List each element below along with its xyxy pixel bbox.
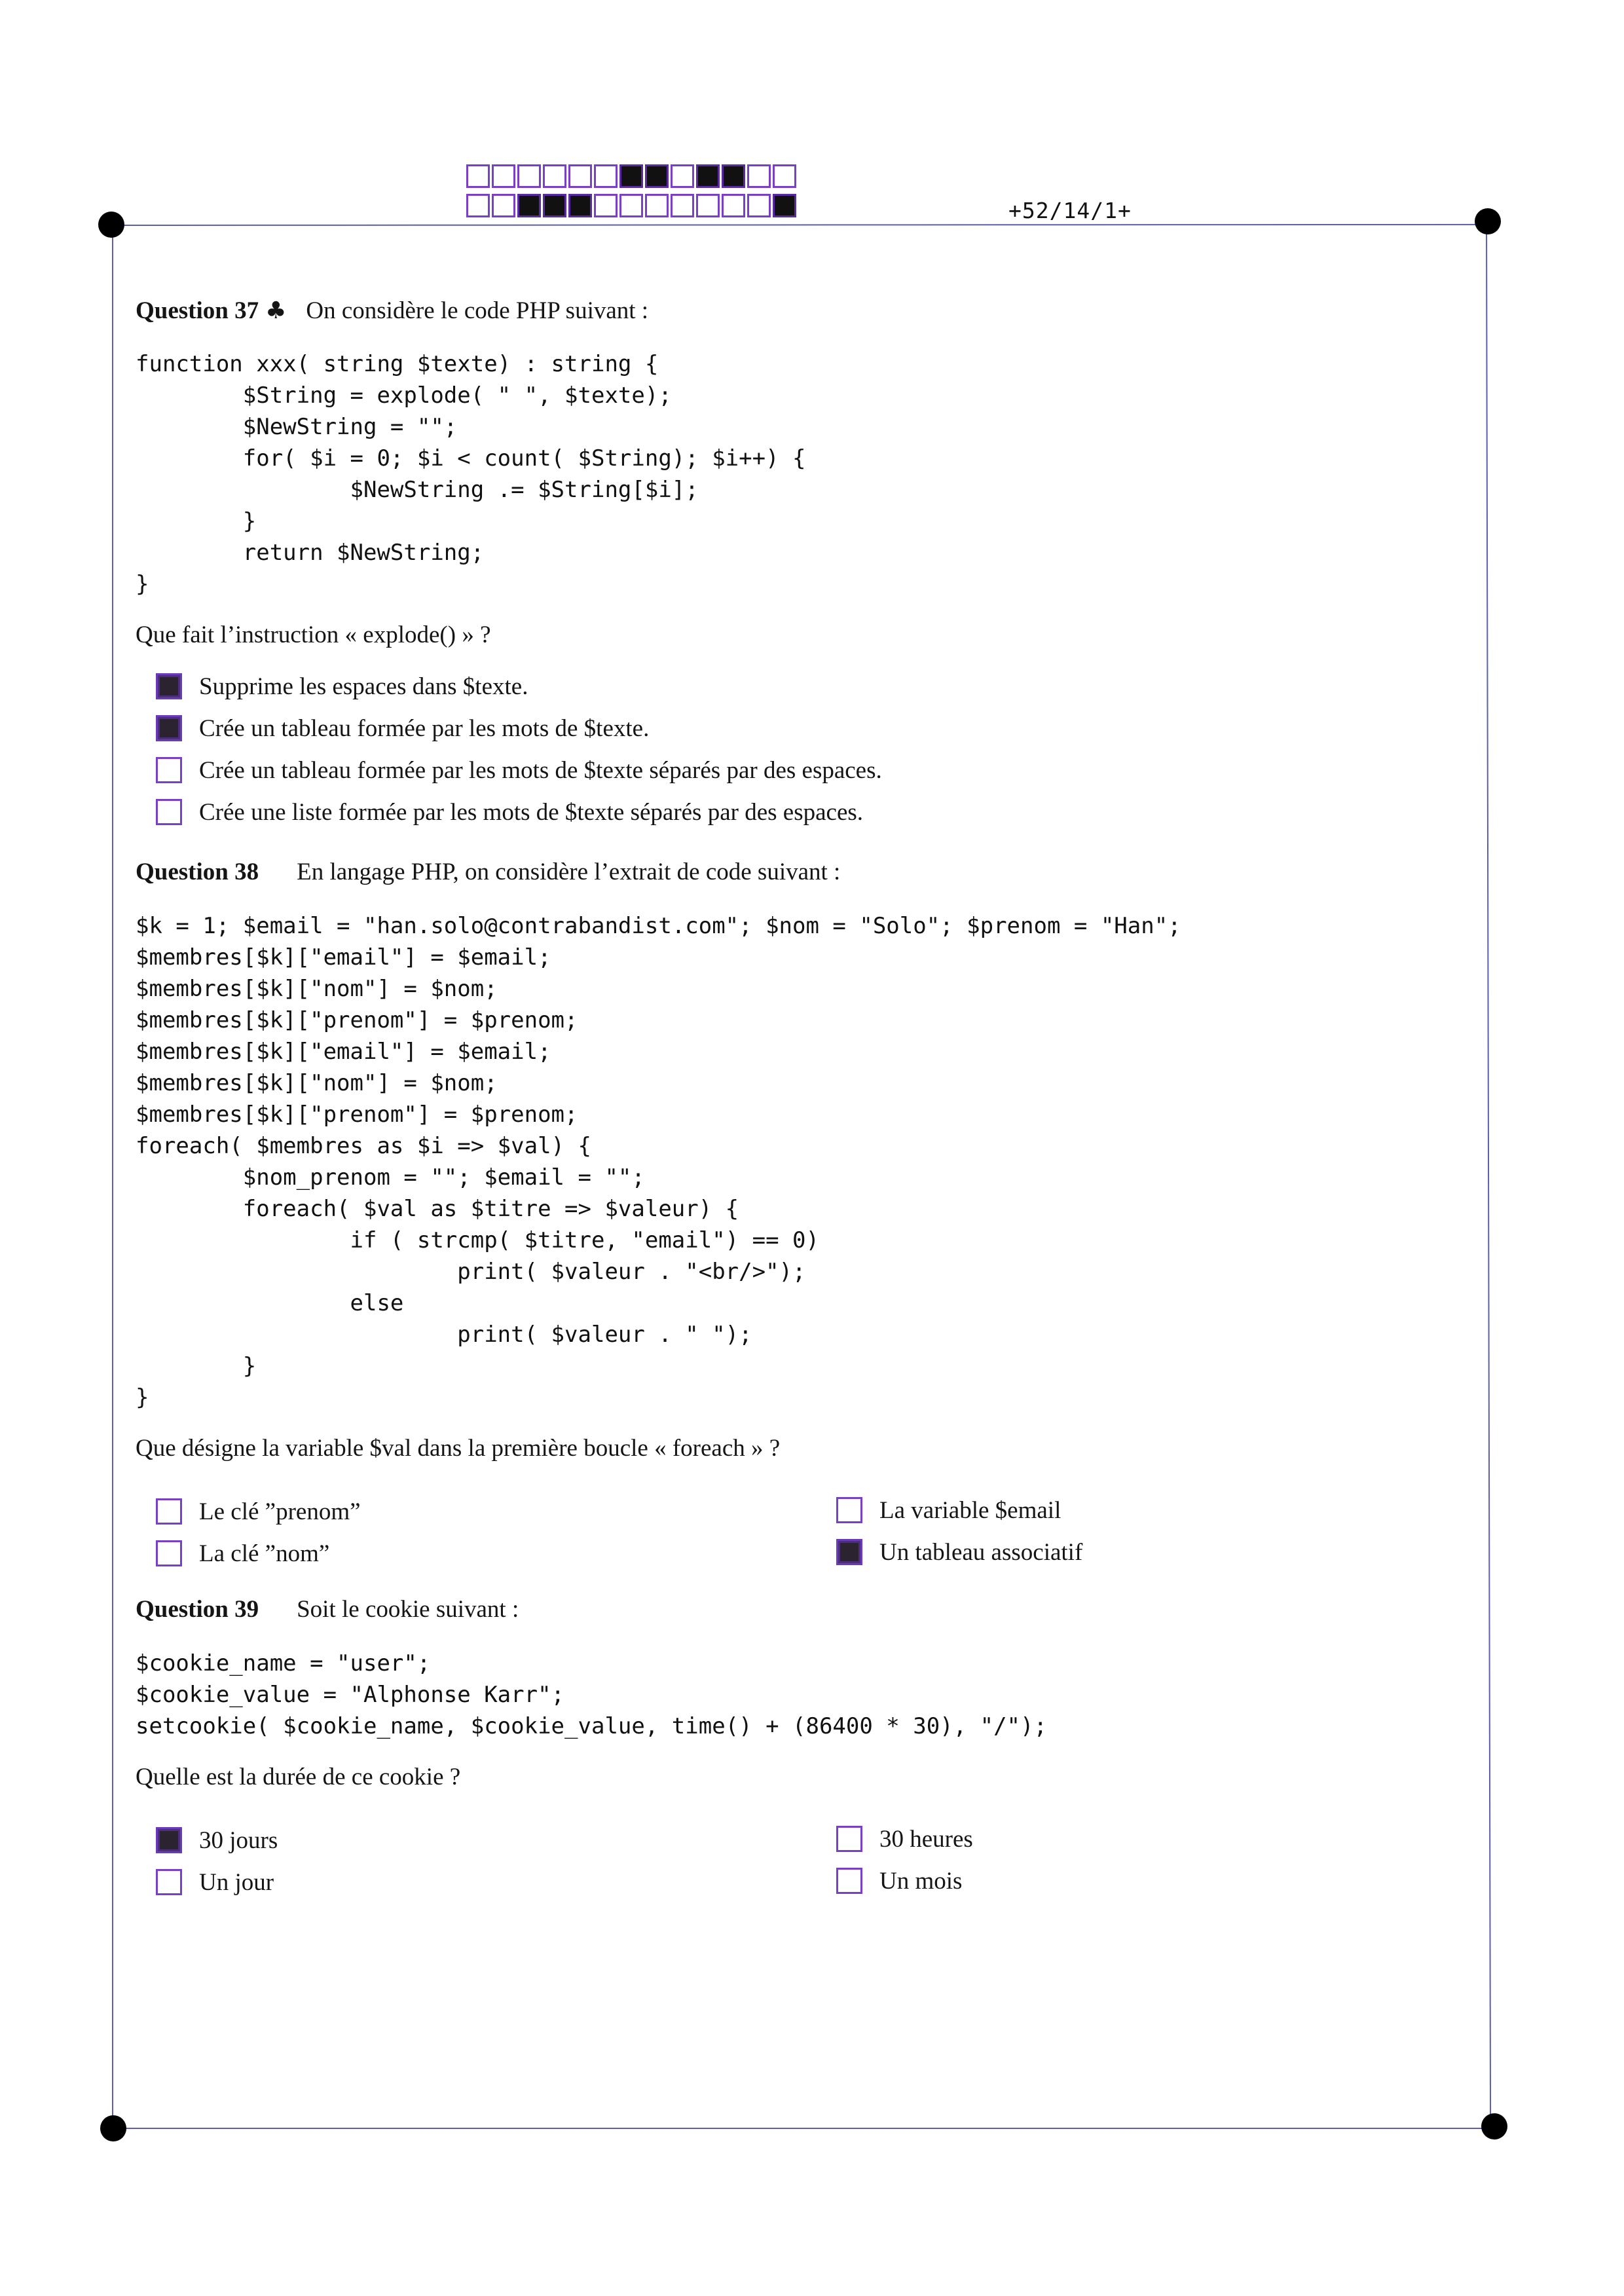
id-code-cell <box>696 164 720 188</box>
question-38-header <box>136 858 840 886</box>
question-39-answer-left-1[interactable] <box>156 1822 278 1859</box>
answer-checkbox[interactable] <box>836 1868 862 1894</box>
answer-checkbox[interactable] <box>156 757 182 783</box>
question-39-code: $cookie_name = "user"; $cookie_value = "Alphonse Karr"; setcookie( $cookie_name, $cookie_value, time() + (86400 * 30), "/"); <box>136 1650 1047 1739</box>
corner-marker-top-right <box>1475 208 1501 234</box>
question-38-answer-right-2[interactable] <box>836 1534 1082 1570</box>
id-code-cell <box>671 164 694 188</box>
answer-label: La variable $email <box>879 1496 1061 1524</box>
answer-option[interactable] <box>156 794 882 830</box>
id-code-cell <box>722 164 745 188</box>
id-code-cell <box>619 194 643 217</box>
question-39-answer-left-2[interactable] <box>156 1864 274 1900</box>
answer-checkbox[interactable] <box>156 799 182 825</box>
corner-marker-bottom-left <box>100 2115 126 2141</box>
answer-checkbox[interactable] <box>156 1498 182 1525</box>
id-code-cell <box>492 164 515 188</box>
club-icon: ♣ <box>265 297 287 324</box>
id-code-cell <box>619 164 643 188</box>
answer-option[interactable] <box>156 710 882 747</box>
id-code-cell <box>645 194 669 217</box>
question-intro: On considère le code PHP suivant : <box>306 297 649 324</box>
id-code-cell <box>568 164 592 188</box>
question-37-answers <box>156 668 882 830</box>
question-intro: En langage PHP, on considère l’extrait de code suivant : <box>297 859 841 885</box>
answer-option[interactable] <box>156 668 882 705</box>
id-code-cell <box>543 194 566 217</box>
id-code-cell <box>747 164 771 188</box>
question-38-answer-right-1[interactable] <box>836 1492 1061 1528</box>
answer-checkbox[interactable] <box>156 715 182 741</box>
answer-checkbox[interactable] <box>156 1869 182 1895</box>
id-code-row-2 <box>466 194 798 217</box>
id-code-cell <box>517 194 541 217</box>
question-38-answer-left-1[interactable] <box>156 1493 361 1530</box>
question-intro: Soit le cookie suivant : <box>297 1596 519 1623</box>
answer-label: 30 heures <box>879 1825 973 1853</box>
answer-label: Crée un tableau formée par les mots de $texte séparés par des espaces. <box>199 756 882 784</box>
id-code-cell <box>645 164 669 188</box>
id-code-cell <box>594 164 618 188</box>
id-code-cell <box>568 194 592 217</box>
answer-label: Crée une liste formée par les mots de $texte séparés par des espaces. <box>199 798 864 826</box>
frame-bottom-line <box>112 2128 1494 2129</box>
copy-id: +52/14/1+ <box>1008 198 1132 223</box>
id-code-cell <box>466 194 490 217</box>
answer-checkbox[interactable] <box>156 1827 182 1853</box>
id-code-cell <box>517 164 541 188</box>
answer-checkbox[interactable] <box>156 1540 182 1566</box>
id-code-cell <box>543 164 566 188</box>
id-code-cell <box>773 164 796 188</box>
answer-label: Un tableau associatif <box>879 1538 1083 1566</box>
question-39-answer-right-1[interactable] <box>836 1821 973 1857</box>
answer-checkbox[interactable] <box>156 673 182 699</box>
corner-marker-top-left <box>98 212 124 238</box>
answer-checkbox[interactable] <box>836 1826 862 1852</box>
id-code-cell <box>747 194 771 217</box>
answer-label: Crée un tableau formée par les mots de $texte. <box>199 714 650 742</box>
answer-checkbox[interactable] <box>836 1497 862 1523</box>
question-38-prompt: Que désigne la variable $val dans la première boucle « foreach » ? <box>136 1435 781 1462</box>
answer-label: Supprime les espaces dans $texte. <box>199 673 528 700</box>
id-code-cell <box>696 194 720 217</box>
id-code-cell <box>466 164 490 188</box>
question-39-prompt: Quelle est la durée de ce cookie ? <box>136 1764 461 1790</box>
frame-top-line <box>112 224 1487 226</box>
answer-label: Le clé ”prenom” <box>199 1498 361 1525</box>
answer-checkbox[interactable] <box>836 1539 862 1565</box>
id-code-cell <box>492 194 515 217</box>
answer-label: 30 jours <box>199 1826 278 1854</box>
frame-right-line <box>1486 223 1491 2125</box>
id-code-row-1 <box>466 164 798 188</box>
answer-option[interactable] <box>156 752 882 788</box>
question-39-answer-right-2[interactable] <box>836 1862 962 1899</box>
question-37-code: function xxx( string $texte) : string { $String = explode( " ", $texte); $NewString = ""; for( $i = 0; $i < count( $String); $i++) { $NewString .= $String[$i]; } return $NewString; } <box>136 351 806 597</box>
question-37-header <box>136 297 648 325</box>
corner-marker-bottom-right <box>1481 2113 1507 2139</box>
id-code-cell <box>671 194 694 217</box>
question-38-answer-left-2[interactable] <box>156 1535 329 1572</box>
id-code-cell <box>722 194 745 217</box>
answer-label: La clé ”nom” <box>199 1540 330 1567</box>
question-title: Question 38 <box>136 859 259 885</box>
question-37-prompt: Que fait l’instruction « explode() » ? <box>136 621 491 648</box>
question-38-code: $k = 1; $email = "han.solo@contrabandist.com"; $nom = "Solo"; $prenom = "Han"; $membres[$k]["email"] = $email; $membres[$k]["nom"] = $nom; $membres[$k]["prenom"] = $prenom; $membres[$k]["email"] = $email; $membres[$k]["nom"] = $nom; $membres[$k]["prenom"] = $prenom; foreach( $membres as $i => $val) { $nom_prenom = ""; $email = ""; foreach( $val as $titre => $valeur) { if ( strcmp( $titre, "email") == 0) print( $valeur . "<br/>"); else print( $valeur . " "); } } <box>136 913 1181 1411</box>
answer-label: Un jour <box>199 1868 274 1896</box>
frame-left-line <box>112 225 113 2128</box>
id-code-cell <box>773 194 796 217</box>
question-39-header <box>136 1595 519 1623</box>
question-title: Question 37 <box>136 297 259 324</box>
answer-label: Un mois <box>879 1867 963 1895</box>
question-title: Question 39 <box>136 1596 259 1623</box>
id-code-cell <box>594 194 618 217</box>
